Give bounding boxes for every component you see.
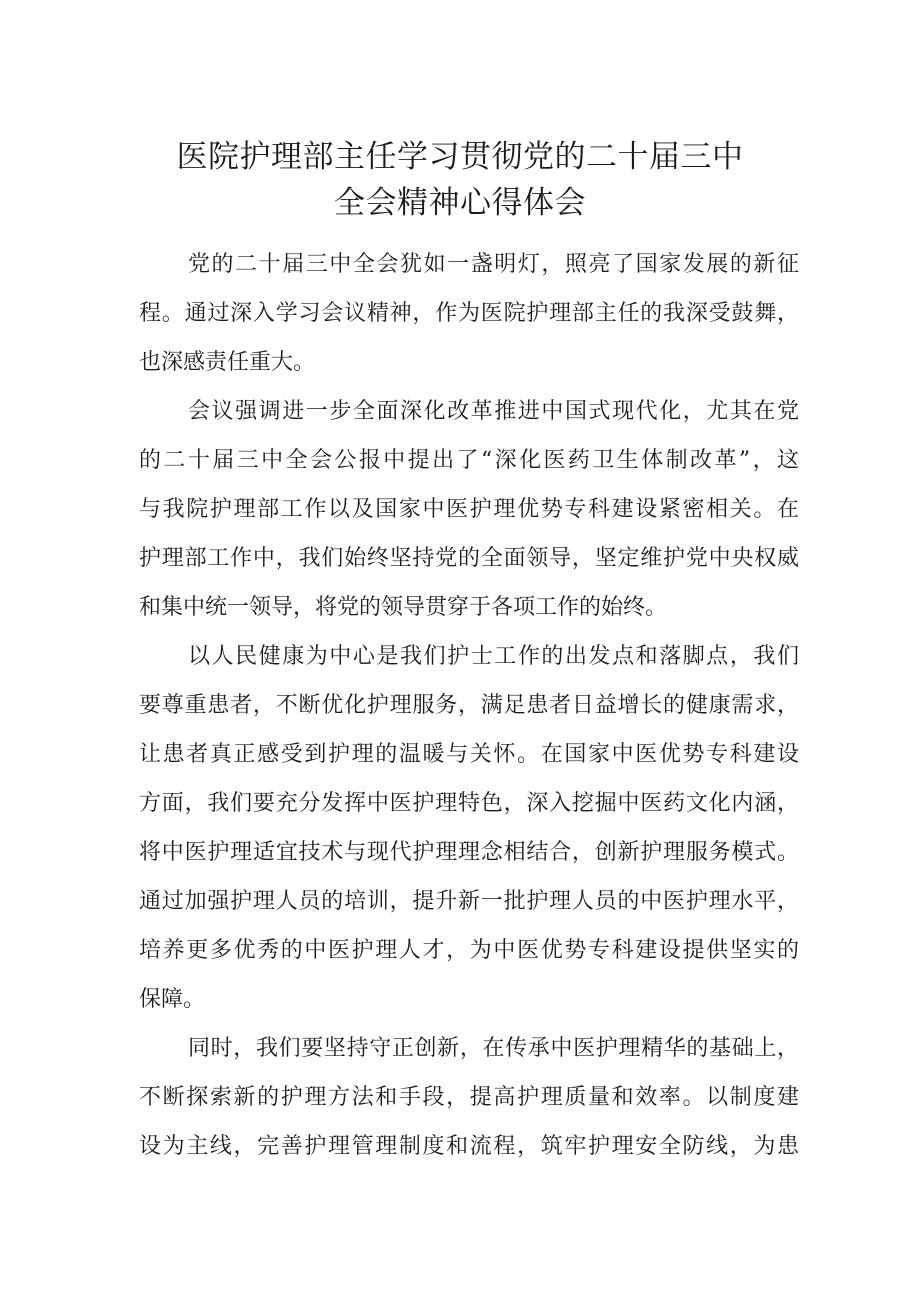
body-text-line: 护理部工作中，我们始终坚持党的全面领导，坚定维护党中央权威 — [139, 546, 799, 571]
body-text-line: 会议强调进一步全面深化改革推进中国式现代化，尤其在党 — [188, 399, 799, 424]
body-text-line: 方面，我们要充分发挥中医护理特色，深入挖掘中医药文化内涵， — [139, 791, 799, 816]
document-title-line-2: 全会精神心得体会 — [334, 185, 586, 221]
body-text-line: 将中医护理适宜技术与现代护理理念相结合，创新护理服务模式。 — [139, 840, 799, 865]
body-text-line: 不断探索新的护理方法和手段，提高护理质量和效率。以制度建 — [139, 1085, 799, 1110]
body-text-line: 设为主线，完善护理管理制度和流程，筑牢护理安全防线，为患 — [139, 1134, 799, 1159]
body-text-line: 要尊重患者，不断优化护理服务，满足患者日益增长的健康需求， — [139, 693, 799, 718]
body-text-line: 以人民健康为中心是我们护士工作的出发点和落脚点，我们 — [188, 644, 799, 669]
body-text-line: 党的二十届三中全会犹如一盏明灯，照亮了国家发展的新征 — [188, 252, 799, 277]
body-text-line: 与我院护理部工作以及国家中医护理优势专科建设紧密相关。在 — [139, 497, 799, 522]
document-title-line-1: 医院护理部主任学习贯彻党的二十届三中 — [176, 139, 744, 175]
body-text-line: 也深感责任重大。 — [139, 350, 316, 375]
body-text-line: 保障。 — [139, 987, 206, 1012]
body-text-line: 让患者真正感受到护理的温暖与关怀。在国家中医优势专科建设 — [139, 742, 799, 767]
body-text-line: 的二十届三中全会公报中提出了“深化医药卫生体制改革”，这 — [139, 448, 799, 473]
body-text-line: 程。通过深入学习会议精神，作为医院护理部主任的我深受鼓舞， — [139, 301, 799, 326]
body-text-line: 和集中统一领导，将党的领导贯穿于各项工作的始终。 — [139, 595, 668, 620]
body-text-line: 通过加强护理人员的培训，提升新一批护理人员的中医护理水平， — [139, 889, 799, 914]
body-text-line: 同时，我们要坚持守正创新，在传承中医护理精华的基础上， — [188, 1036, 799, 1061]
body-text-line: 培养更多优秀的中医护理人才，为中医优势专科建设提供坚实的 — [139, 938, 799, 963]
